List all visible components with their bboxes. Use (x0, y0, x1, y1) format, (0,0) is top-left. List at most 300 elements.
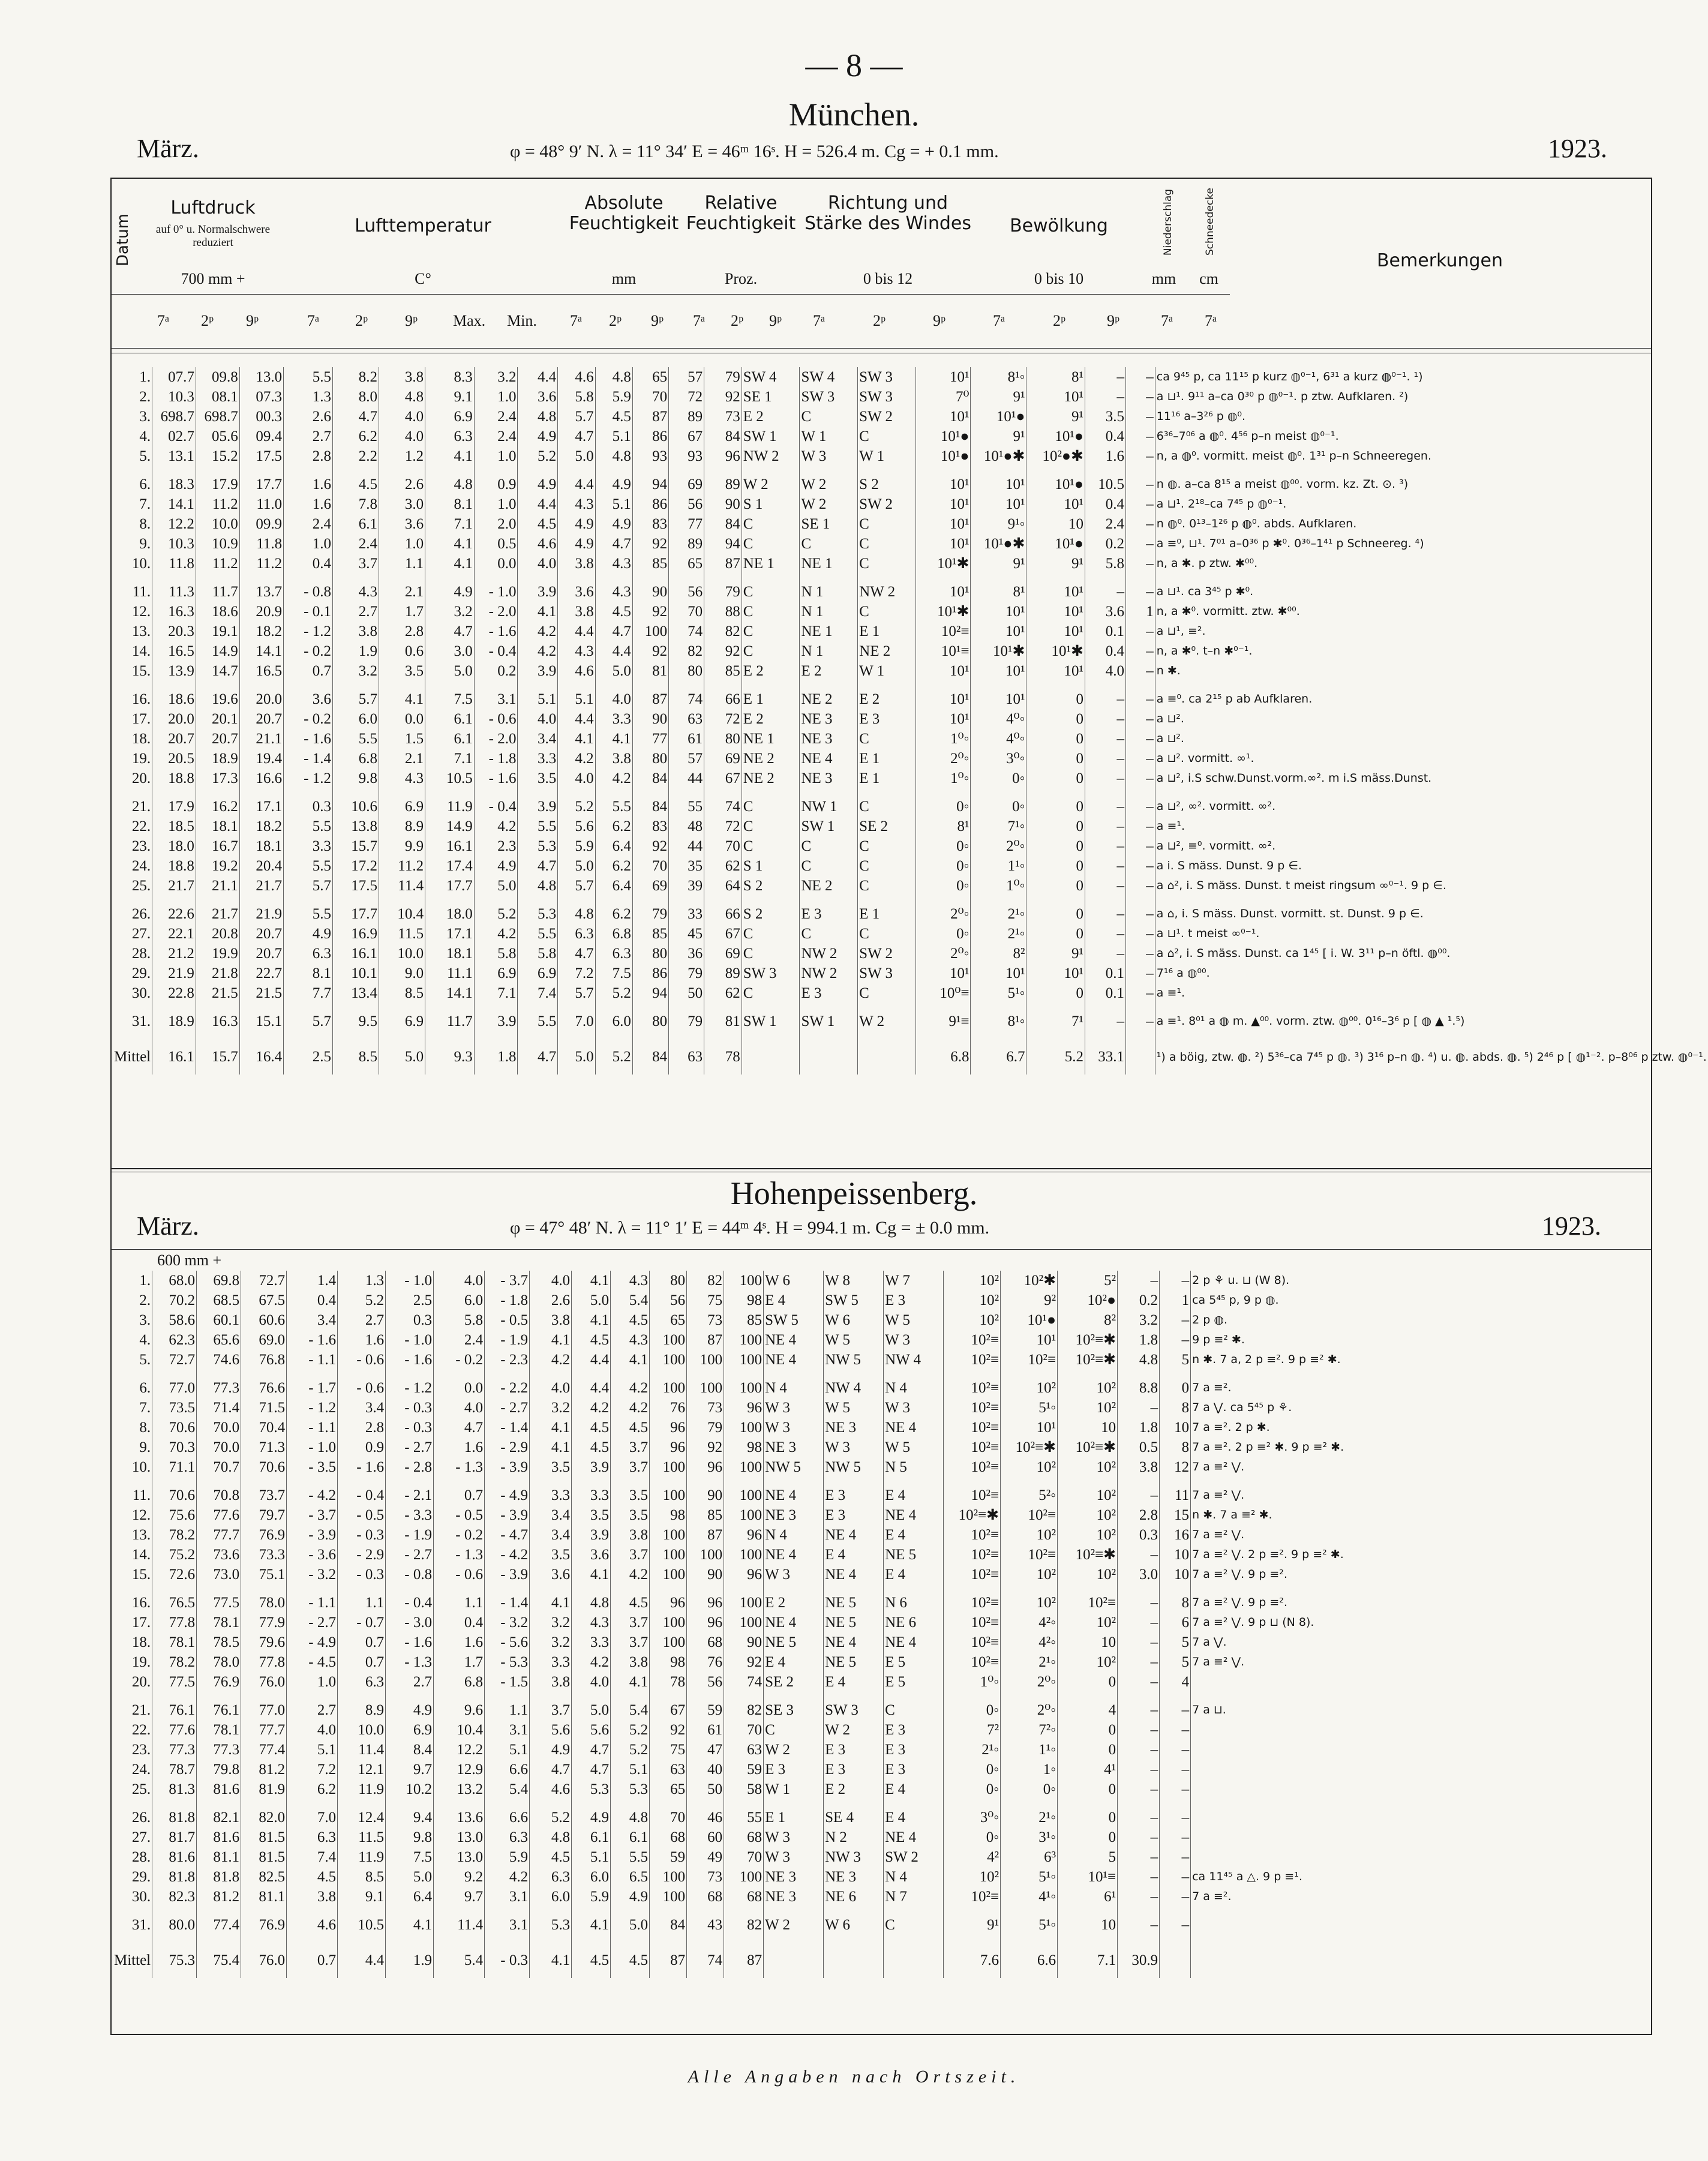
table-cell: 4.1 (572, 1565, 611, 1584)
table-cell: – (1118, 1271, 1160, 1290)
table-cell: 10² (944, 1867, 1001, 1887)
table-cell: 21.8 (196, 964, 239, 983)
table-cell: 5.5 (595, 797, 632, 817)
table-cell: 63 (724, 1740, 764, 1760)
table-row (113, 1672, 1611, 1692)
table-cell: 2.7 (332, 602, 379, 622)
table-cell: 4.9 (611, 1887, 650, 1907)
table-cell: 10¹● (971, 407, 1026, 427)
table-cell: NE 2 (800, 876, 858, 896)
table-cell: Mittel (114, 1049, 151, 1065)
table-cell: - 3.7 (287, 1505, 338, 1525)
table-cell: 6³⁶–7⁰⁶ a ◍⁰. 4⁵⁶ p–n meist ◍⁰⁻¹. (1155, 427, 1708, 446)
table-cell: NE 5 (764, 1632, 824, 1652)
table-cell: NE 4 (884, 1505, 944, 1525)
table-cell: – (1160, 1760, 1191, 1779)
table-cell: 10¹● (915, 446, 971, 466)
table-cell: 20.0 (239, 689, 283, 709)
table-row (113, 1290, 1611, 1310)
table-cell: 9.7 (434, 1887, 485, 1907)
table-cell: 69.0 (241, 1330, 287, 1350)
table-cell: 20.7 (196, 729, 239, 749)
table-cell: 25. (131, 878, 151, 894)
table-cell: 100 (650, 1565, 687, 1584)
table-cell: 2¹◦ (1001, 1652, 1058, 1672)
table-cell: 10 (1026, 514, 1085, 534)
table-cell: 10²≡✱ (944, 1505, 1001, 1525)
table-cell: 20. (131, 1674, 151, 1690)
time-label: 7ᵃ (307, 312, 320, 329)
table-cell: 10¹ (915, 367, 971, 387)
table-cell: 100 (650, 1330, 687, 1350)
table-cell: 10²≡ (1001, 1350, 1058, 1370)
table-cell: 11.2 (239, 554, 283, 574)
table-cell: – (1118, 1740, 1160, 1760)
table-cell: 4.1 (530, 1593, 572, 1613)
table-cell: C (800, 534, 858, 554)
table-cell: 80 (632, 944, 668, 964)
table-cell: 3.8 (558, 554, 595, 574)
table-cell: n ◍. a–ca 8¹⁵ a meist ◍⁰⁰. vorm. kz. Zt. ⊙. ³) (1155, 475, 1708, 494)
table-cell: 10¹ (915, 582, 971, 602)
table-cell: 5.2 (595, 983, 632, 1003)
table-cell: 6.3 (558, 924, 595, 944)
table-cell: W 5 (824, 1398, 884, 1418)
table-cell: 10² (944, 1290, 1001, 1310)
table-cell: 31. (131, 1013, 151, 1030)
table-cell: 13. (131, 1527, 151, 1543)
table-cell: NE 3 (824, 1867, 884, 1887)
table-cell: 69.8 (197, 1271, 241, 1290)
table-cell: - 0.2 (434, 1350, 485, 1370)
table-cell: 85 (632, 924, 668, 944)
table-cell: NW 2 (858, 582, 916, 602)
table-cell: 4.4 (572, 1378, 611, 1398)
table-cell: 21.1 (239, 729, 283, 749)
table-cell: 2.4 (284, 514, 333, 534)
table-cell: – (1160, 1867, 1191, 1887)
table-cell: 28. (131, 946, 151, 962)
table-cell: 7. (139, 1400, 151, 1416)
table-row (113, 769, 1708, 788)
table-cell: 10¹✱ (971, 641, 1026, 661)
table-cell: 18. (131, 731, 151, 747)
table-cell: 11.2 (379, 856, 425, 876)
table-cell: 73.7 (241, 1485, 287, 1505)
table-cell: 15.1 (239, 1012, 283, 1031)
table-cell: 77.9 (241, 1613, 287, 1632)
table-cell: 70 (632, 856, 668, 876)
table-row (113, 475, 1708, 494)
frame-top (110, 178, 1652, 179)
table-cell: 44 (669, 769, 704, 788)
table-cell: 78 (650, 1672, 687, 1692)
header-bemerkungen: Bemerkungen (1376, 250, 1503, 271)
table-cell: 4.7 (434, 1418, 485, 1437)
table-cell: C (858, 924, 916, 944)
table-cell: 14.1 (425, 983, 475, 1003)
table-cell: - 0.3 (338, 1565, 386, 1584)
table-cell: 7.7 (284, 983, 333, 1003)
table-cell: 22.6 (152, 904, 196, 924)
table-cell: 30.9 (1118, 1943, 1160, 1978)
table-cell: - 2.1 (386, 1485, 434, 1505)
header-luftdruck: Luftdruck (170, 197, 256, 218)
table-cell: 5.0 (379, 1040, 425, 1075)
table-cell: SW 3 (858, 387, 916, 407)
table-cell: 79.8 (197, 1760, 241, 1779)
table-cell: 10²≡ (944, 1350, 1001, 1370)
table-cell: 17.4 (425, 856, 475, 876)
table-cell: 10.2 (386, 1779, 434, 1799)
table-cell: 49 (687, 1847, 724, 1867)
table-cell: 10¹ (971, 964, 1026, 983)
table-cell: 92 (704, 641, 742, 661)
table-cell: NE 4 (800, 749, 858, 769)
table-cell: 14.9 (425, 817, 475, 836)
table-cell: 11.4 (379, 876, 425, 896)
table-cell: – (1085, 856, 1125, 876)
table-cell: E 2 (742, 661, 800, 681)
table-cell: 10²≡ (944, 1525, 1001, 1545)
table-cell: 9¹ (971, 387, 1026, 407)
time-label: 7ᵃ (813, 312, 826, 329)
table-row (113, 836, 1708, 856)
table-cell: 65 (669, 554, 704, 574)
table-cell: 4¹ (1058, 1760, 1118, 1779)
table-cell: 10¹ (1026, 582, 1085, 602)
table-cell: S 2 (742, 876, 800, 896)
table-cell: 0.3 (1118, 1525, 1160, 1545)
table-cell: 3.7 (611, 1545, 650, 1565)
table-cell: W 3 (764, 1827, 824, 1847)
table-cell: 50 (687, 1779, 724, 1799)
table-cell: 7²◦ (1001, 1720, 1058, 1740)
table-cell: 11.0 (239, 494, 283, 514)
table-cell: - 1.6 (386, 1632, 434, 1652)
table-cell: 100 (650, 1632, 687, 1652)
table-cell: 14. (131, 1547, 151, 1563)
table-cell: 4.9 (474, 856, 518, 876)
table-cell: 100 (650, 1485, 687, 1505)
table-cell: 8.5 (338, 1867, 386, 1887)
table-cell: - 0.8 (386, 1565, 434, 1584)
table-row (113, 1485, 1611, 1505)
table-cell: 12.2 (152, 514, 196, 534)
row-spacer (113, 1370, 1611, 1378)
table-cell: 70.8 (197, 1485, 241, 1505)
table-cell: 5.1 (287, 1740, 338, 1760)
table-cell: 3.9 (518, 797, 558, 817)
table-cell: 17.2 (332, 856, 379, 876)
table-cell: 4.2 (474, 924, 518, 944)
table-cell: 1.0 (474, 446, 518, 466)
table-cell: 75.3 (152, 1943, 197, 1978)
table-cell: – (1085, 876, 1125, 896)
table-cell: E 3 (764, 1760, 824, 1779)
table-cell: 3.3 (572, 1632, 611, 1652)
table-cell: 0.9 (474, 475, 518, 494)
table-cell: – (1160, 1720, 1191, 1740)
table-cell: - 4.2 (287, 1485, 338, 1505)
table-cell: - 1.6 (386, 1350, 434, 1370)
table-cell: 86 (632, 964, 668, 983)
table-cell: 73.6 (197, 1545, 241, 1565)
table-cell: a ⊔². vormitt. ∞¹. (1155, 749, 1708, 769)
table-cell: 6.1 (425, 709, 475, 729)
table-cell: 5.2 (611, 1740, 650, 1760)
table-cell: 4.0 (595, 689, 632, 709)
table-cell: 10¹ (915, 534, 971, 554)
table-cell: – (1118, 1720, 1160, 1740)
table-cell: 3.6 (558, 582, 595, 602)
table-row (113, 661, 1708, 681)
table-cell: - 0.4 (474, 797, 518, 817)
table-cell: NE 4 (764, 1545, 824, 1565)
table-cell: 10²≡ (944, 1593, 1001, 1613)
table-cell: 1.6 (1085, 446, 1125, 466)
header-bewoelkung: Bewölkung (1010, 215, 1108, 236)
table-cell: 0 (1026, 817, 1085, 836)
table-cell: 10¹● (1026, 427, 1085, 446)
table-cell: 15.2 (196, 446, 239, 466)
table-cell: 77.4 (197, 1915, 241, 1935)
table-cell: 3.8 (558, 602, 595, 622)
table-cell: 3.8 (332, 622, 379, 641)
table-cell: 76.0 (241, 1943, 287, 1978)
row-spacer (113, 574, 1708, 582)
table-cell: 10¹ (971, 689, 1026, 709)
table-cell: 70 (650, 1808, 687, 1827)
table-cell: 0 (1058, 1779, 1118, 1799)
table-cell: E 3 (824, 1505, 884, 1525)
table-cell (884, 1943, 944, 1978)
table-cell: E 1 (858, 622, 916, 641)
table-cell: 8.5 (332, 1040, 379, 1075)
table-cell: 14.9 (196, 641, 239, 661)
table-cell: 13.0 (434, 1847, 485, 1867)
table-cell: – (1126, 514, 1155, 534)
table-cell: 5.0 (572, 1290, 611, 1310)
table-cell: 4.8 (518, 876, 558, 896)
table-row (113, 944, 1708, 964)
table-cell: 11.3 (152, 582, 196, 602)
table-cell: 8.1 (425, 494, 475, 514)
table-cell: 98 (650, 1652, 687, 1672)
table-cell: C (800, 407, 858, 427)
table-cell: - 1.4 (485, 1418, 530, 1437)
table-cell (1191, 1720, 1611, 1740)
table-cell: 5.0 (386, 1867, 434, 1887)
table-cell: 0 (1026, 924, 1085, 944)
table-cell: - 1.0 (287, 1437, 338, 1457)
table-cell: 89 (669, 534, 704, 554)
table-cell: - 1.2 (284, 622, 333, 641)
table-cell: 4.2 (530, 1350, 572, 1370)
table-cell: W 3 (800, 446, 858, 466)
table-cell: 6.8 (332, 749, 379, 769)
table-cell: 0.3 (284, 797, 333, 817)
table-row (113, 407, 1708, 427)
table-cell: 70.0 (197, 1418, 241, 1437)
table-cell: 6.2 (287, 1779, 338, 1799)
table-cell: - 3.2 (485, 1613, 530, 1632)
table-row (113, 427, 1708, 446)
table-cell: 10²●✱ (1026, 446, 1085, 466)
table-cell: 6.9 (425, 407, 475, 427)
table-cell: 3.2 (425, 602, 475, 622)
table-cell: 5 (1160, 1632, 1191, 1652)
table-cell: 18.9 (196, 749, 239, 769)
table-cell: C (742, 602, 800, 622)
table-cell: 78.1 (152, 1632, 197, 1652)
table-cell: 23. (131, 1742, 151, 1758)
table-cell: 20.5 (152, 749, 196, 769)
table-cell: 4.4 (518, 494, 558, 514)
table-cell: 57 (669, 749, 704, 769)
table-cell: 69 (704, 944, 742, 964)
table-cell: 80 (650, 1271, 687, 1290)
table-cell: - 0.4 (474, 641, 518, 661)
table-cell: 3.3 (518, 749, 558, 769)
table-cell: - 2.3 (485, 1350, 530, 1370)
table-cell: 16.5 (239, 661, 283, 681)
table-cell: 10 (1160, 1418, 1191, 1437)
table-cell: 10² (1058, 1652, 1118, 1672)
table-cell: 8.3 (425, 367, 475, 387)
table-cell: 5.5 (518, 924, 558, 944)
table-cell: a ≡¹. 8⁰¹ a ◍ m. ▲⁰⁰. vorm. ztw. ◍⁰⁰. 0¹⁶–3⁶ p [ ◍ ▲ ¹.⁵) (1155, 1012, 1708, 1031)
table-cell: 10²≡✱ (1001, 1437, 1058, 1457)
table-cell: 84 (632, 1040, 668, 1075)
table-cell: 16.3 (196, 1012, 239, 1031)
table-cell: 76.9 (197, 1672, 241, 1692)
table-cell: 4.8 (425, 475, 475, 494)
table-row (113, 904, 1708, 924)
table-cell: 18.5 (152, 817, 196, 836)
table-cell: NW 5 (824, 1350, 884, 1370)
table-row (113, 534, 1708, 554)
table-cell: – (1118, 1652, 1160, 1672)
table-cell: - 1.9 (386, 1525, 434, 1545)
table-cell: – (1118, 1867, 1160, 1887)
table-cell: 19.9 (196, 944, 239, 964)
table-cell: 73 (704, 407, 742, 427)
table-cell: – (1126, 427, 1155, 446)
table-cell: - 0.1 (284, 602, 333, 622)
table-cell: NE 3 (764, 1505, 824, 1525)
table-cell: NW 4 (824, 1378, 884, 1398)
table-cell: E 2 (742, 709, 800, 729)
table-cell: 10² (944, 1271, 1001, 1290)
table-cell: n, a ✱. p ztw. ✱⁰⁰. (1155, 554, 1708, 574)
table-cell: - 1.6 (474, 622, 518, 641)
table-cell: NE 1 (742, 554, 800, 574)
table-cell: 100 (724, 1593, 764, 1613)
table-cell: 4. (139, 1332, 151, 1348)
table-cell: 2.1 (379, 582, 425, 602)
table-cell: 10¹ (971, 661, 1026, 681)
table-cell: a ⊔¹. 2¹⁸–ca 7⁴⁵ p ◍⁰⁻¹. (1155, 494, 1708, 514)
row-spacer (113, 681, 1708, 689)
table-cell: 0◦ (915, 797, 971, 817)
table-cell: 9.1 (425, 387, 475, 407)
table-cell: 75.2 (152, 1545, 197, 1565)
table-cell: 10¹✱ (915, 602, 971, 622)
table-cell: 11.8 (239, 534, 283, 554)
table-cell: 11.7 (196, 582, 239, 602)
table-cell: 1.6 (434, 1632, 485, 1652)
table-cell: NE 2 (858, 641, 916, 661)
table-cell: – (1160, 1847, 1191, 1867)
table-cell: 11.5 (338, 1827, 386, 1847)
header-absolute-feuchtigkeit: Absolute Feuchtigkeit (569, 193, 679, 234)
table-cell: – (1085, 709, 1125, 729)
table-cell: 86 (632, 494, 668, 514)
table-cell: 6.1 (425, 729, 475, 749)
table-cell: 0.9 (338, 1437, 386, 1457)
table-cell: 80 (669, 661, 704, 681)
table-cell: 20.4 (239, 856, 283, 876)
table-cell: 5.3 (611, 1779, 650, 1799)
frame-left (110, 178, 112, 2034)
table-cell: 70.7 (197, 1457, 241, 1477)
table-cell: 77 (632, 729, 668, 749)
table-cell: 0◦ (1001, 1779, 1058, 1799)
row-spacer (113, 1907, 1611, 1915)
table-cell: 7.2 (287, 1760, 338, 1779)
table-cell: 70.0 (197, 1437, 241, 1457)
table-cell: C (742, 641, 800, 661)
table-cell: – (1118, 1613, 1160, 1632)
table-cell: - 1.2 (284, 769, 333, 788)
table-cell: 79.7 (241, 1505, 287, 1525)
table-cell: a ⊔¹. t meist ∞⁰⁻¹. (1155, 924, 1708, 944)
table-cell: - 2.7 (485, 1398, 530, 1418)
table-cell: 3.4 (338, 1398, 386, 1418)
table-row (113, 1847, 1611, 1867)
table-cell: NW 2 (742, 446, 800, 466)
time-label: 2ᵖ (873, 312, 886, 329)
table-cell: E 3 (884, 1720, 944, 1740)
table-cell: 100 (687, 1350, 724, 1370)
table-cell: 100 (650, 1350, 687, 1370)
table-cell: 68 (650, 1827, 687, 1847)
table-cell: 22. (131, 818, 151, 835)
table-cell: 7 a ≡² ⋁. 9 p ≡². (1191, 1593, 1611, 1613)
table-cell: N 4 (884, 1378, 944, 1398)
table-cell: 5.3 (518, 836, 558, 856)
table-cell: 0 (1026, 709, 1085, 729)
table-cell: 6.7 (971, 1040, 1026, 1075)
row-spacer (113, 1003, 1708, 1012)
table-cell: 5.0 (558, 1040, 595, 1075)
table-cell: 12 (1160, 1457, 1191, 1477)
coordinates-hohenpeissenberg: φ = 47° 48′ N. λ = 11° 1′ E = 44ᵐ 4ˢ. H = 994.1 m. Cg = ± 0.0 mm. (510, 1218, 990, 1238)
frame-bottom (110, 2034, 1652, 2035)
table-cell: 3.7 (611, 1632, 650, 1652)
table-cell: – (1126, 582, 1155, 602)
table-cell: 3.1 (474, 689, 518, 709)
table-cell: - 0.2 (284, 641, 333, 661)
table-cell: 2¹◦ (971, 924, 1026, 944)
table-cell: 4.1 (572, 1271, 611, 1290)
table-cell: 9² (1001, 1290, 1058, 1310)
table-cell: 100 (724, 1505, 764, 1525)
table-cell: 20.8 (196, 924, 239, 944)
table-cell: 11.1 (425, 964, 475, 983)
table-cell: 10¹● (1026, 534, 1085, 554)
